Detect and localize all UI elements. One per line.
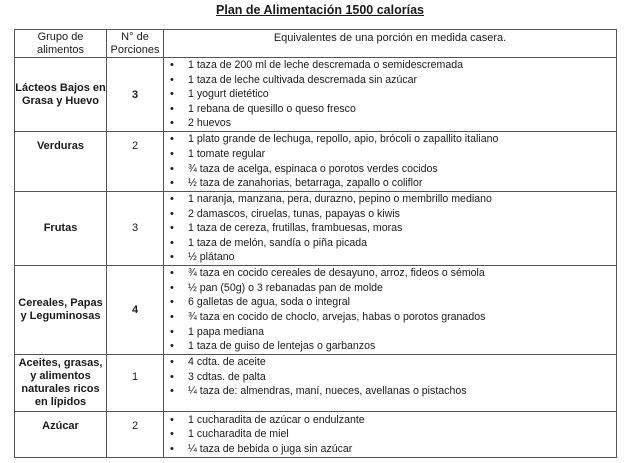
document-title-text: Plan de Alimentación 1500 calorías bbox=[216, 3, 424, 17]
list-item: • 1 naranja, manzana, pera, durazno, pepino o membrillo mediano bbox=[170, 192, 616, 207]
equivalents-cell bbox=[164, 58, 617, 132]
header-group: Grupo de alimentos bbox=[15, 30, 107, 58]
equivalents-list bbox=[164, 413, 616, 457]
list-item: • 4 cdta. de aceite bbox=[170, 355, 616, 370]
list-item: • 1 cucharadita de azúcar o endulzante bbox=[170, 413, 616, 428]
list-item: • 3 cdtas. de palta bbox=[170, 370, 616, 385]
list-item: • ¼ taza de bebida o juga sin azúcar bbox=[170, 442, 616, 457]
group-name: Frutas bbox=[15, 192, 107, 266]
list-item: • ¾ taza de acelga, espinaca o porotos verdes cocidos bbox=[170, 162, 616, 177]
portion-count: 4 bbox=[107, 265, 164, 354]
equivalents-list bbox=[164, 355, 616, 399]
portion-count: 3 bbox=[107, 192, 164, 266]
list-item: • ½ pan (50g) o 3 rebanadas pan de molde bbox=[170, 281, 616, 296]
header-equivalents: Equivalentes de una porción en medida casera. bbox=[164, 30, 617, 58]
list-item: • ½ taza de zanahorias, betarraga, zapallo o coliflor bbox=[170, 176, 616, 191]
equivalents-cell bbox=[164, 411, 617, 457]
list-item: • 1 papa mediana bbox=[170, 325, 616, 340]
table-row bbox=[15, 58, 617, 132]
table-row bbox=[15, 265, 617, 354]
equivalents-list bbox=[164, 58, 616, 131]
group-name: Azúcar bbox=[15, 411, 107, 457]
table-row bbox=[15, 192, 617, 266]
group-name: Cereales, Papas y Leguminosas bbox=[15, 265, 107, 354]
table-row bbox=[15, 132, 617, 192]
list-item: • 1 taza de leche cultivada descremada sin azúcar bbox=[170, 73, 616, 88]
list-item: • 1 rebana de quesillo o queso fresco bbox=[170, 102, 616, 117]
header-portions: N° de Porciones bbox=[107, 30, 164, 58]
list-item: • ½ plátano bbox=[170, 250, 616, 265]
equivalents-list bbox=[164, 132, 616, 190]
table-row bbox=[15, 411, 617, 457]
list-item: • ¾ taza en cocido de choclo, arvejas, habas o porotos granados bbox=[170, 310, 616, 325]
table-row bbox=[15, 354, 617, 411]
list-item: • 1 yogurt dietético bbox=[170, 87, 616, 102]
list-item: • 1 cucharadita de miel bbox=[170, 427, 616, 442]
list-item: • 1 taza de cereza, frutillas, frambuesas, moras bbox=[170, 221, 616, 236]
group-name: Verduras bbox=[15, 132, 107, 192]
list-item: • 1 plato grande de lechuga, repollo, apio, brócoli o zapallito italiano bbox=[170, 132, 616, 147]
list-item: • 6 galletas de agua, soda o integral bbox=[170, 295, 616, 310]
list-item: • 2 damascos, ciruelas, tunas, papayas o kiwis bbox=[170, 207, 616, 222]
portion-count: 2 bbox=[107, 132, 164, 192]
list-item: • 1 taza de guiso de lentejas o garbanzos bbox=[170, 339, 616, 354]
group-name: Lácteos Bajos en Grasa y Huevo bbox=[15, 58, 107, 132]
equivalents-cell bbox=[164, 192, 617, 266]
equivalents-list bbox=[164, 266, 616, 354]
list-item: • 1 taza de 200 ml de leche descremada o semidescremada bbox=[170, 58, 616, 73]
portion-count: 2 bbox=[107, 411, 164, 457]
portion-count: 3 bbox=[107, 58, 164, 132]
list-item: • 1 taza de melón, sandía o piña picada bbox=[170, 236, 616, 251]
group-name: Aceites, grasas, y alimentos naturales ricos en lípidos bbox=[15, 354, 107, 411]
list-item: • 2 huevos bbox=[170, 116, 616, 131]
equivalents-cell bbox=[164, 354, 617, 411]
equivalents-list bbox=[164, 192, 616, 265]
equivalents-cell bbox=[164, 265, 617, 354]
table-header-row bbox=[15, 30, 617, 58]
equivalents-cell bbox=[164, 132, 617, 192]
list-item: • ¼ taza de: almendras, maní, nueces, avellanas o pistachos bbox=[170, 384, 616, 399]
portion-count: 1 bbox=[107, 354, 164, 411]
list-item: • 1 tomate regular bbox=[170, 147, 616, 162]
meal-plan-table bbox=[14, 29, 617, 458]
list-item: • ¾ taza en cocido cereales de desayuno, arroz, fideos o sémola bbox=[170, 266, 616, 281]
document-title bbox=[0, 3, 640, 17]
